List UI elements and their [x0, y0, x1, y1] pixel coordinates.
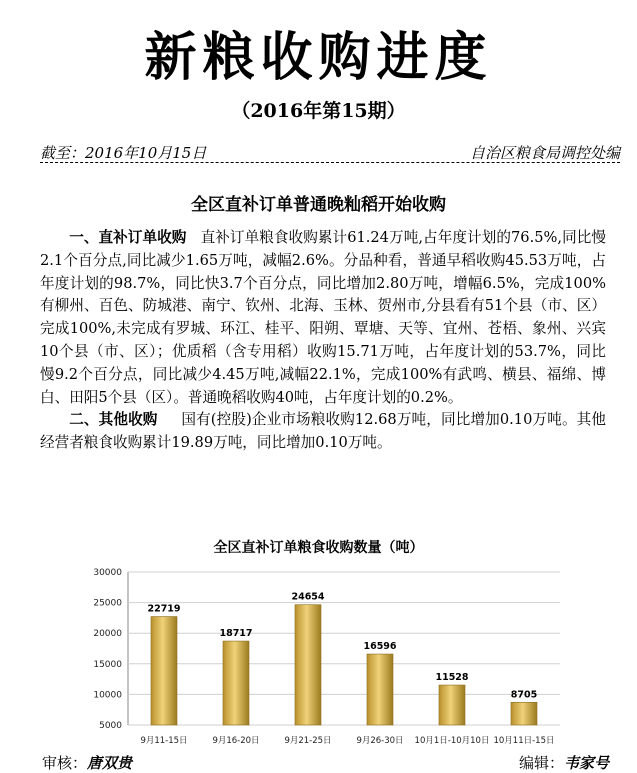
paragraph-order-purchase	[40, 227, 606, 409]
editor-label: 编辑：	[518, 754, 564, 772]
bar	[223, 641, 249, 725]
document-title: 新粮收购进度	[144, 27, 493, 88]
dateline	[40, 142, 620, 163]
chart-title: 全区直补订单粮食收购数量（吨）	[213, 540, 424, 556]
reviewer	[42, 752, 132, 773]
article-body	[40, 227, 606, 455]
data-label: 11528	[435, 672, 469, 684]
paragraph-text: 国有(控股)企业市场粮收购12.68万吨，同比增加0.10万吨。其他经营者粮食收购累计19.89万吨，同比增加0.10万吨。	[40, 411, 606, 452]
paragraph-text: 直补订单粮食收购累计61.24万吨,占年度计划的76.5%,同比慢2.1个百分点,同比减少1.65万吨，减幅2.6%。分品种看，普通早稻收购45.53万吨，占年度计划的98.7%，同比快3.7个百分点，同比增加2.80万吨，增幅6.5%，完成100%有柳州、百色、防城港、南宁、钦州、北海、玉林、贺州市,分县看有51个县（市、区）完成100%,未完成有罗城、环江、桂平、阳朔、覃塘、天等、宜州、苍梧、象州、兴宾10个县（市、区）；优质稻（含专用稻）收购15.71万吨，占年度计划的53.7%，同比慢9.2个百分点，同比减少4.45万吨,减幅22.1%，完成100%有武鸣、横县、福绵、博白、田阳5个县（区）。普通晚稻收购40吨，占年度计划的0.2%。	[40, 229, 606, 406]
bar	[367, 654, 393, 725]
y-tick-label: 5000	[99, 721, 122, 731]
bar	[439, 685, 465, 725]
bar	[151, 617, 177, 725]
bar	[511, 702, 537, 725]
y-tick-label: 20000	[93, 629, 122, 640]
section-title: 全区直补订单普通晚籼稻开始收购	[191, 195, 446, 215]
y-tick-label: 10000	[93, 690, 122, 701]
data-label: 18717	[219, 628, 253, 640]
reviewer-name: 唐双贵	[87, 754, 133, 772]
editor	[519, 752, 609, 773]
x-tick-label: 9月26-30日	[356, 736, 404, 746]
y-tick-label: 15000	[93, 659, 122, 670]
paragraph-other-purchase	[40, 409, 606, 455]
x-tick-label: 9月11-15日	[140, 736, 188, 746]
issue-number: （2016年第15期）	[231, 100, 406, 122]
x-tick-label: 9月21-25日	[284, 736, 332, 746]
y-tick-label: 25000	[93, 598, 122, 609]
date-label: 截至：2016年10月15日	[40, 144, 207, 162]
source-label: 自治区粮食局调控处编	[469, 144, 620, 162]
x-tick-label: 9月16-20日	[212, 736, 260, 746]
data-label: 8705	[510, 689, 538, 701]
data-label: 24654	[291, 591, 325, 603]
reviewer-label: 审核：	[42, 754, 88, 772]
x-tick-label: 10月1日-10月10日	[414, 736, 490, 746]
y-tick-label: 30000	[93, 568, 122, 578]
data-label: 16596	[363, 641, 397, 653]
editor-name: 韦家号	[563, 754, 609, 772]
x-tick-label: 10月11日-15日	[493, 736, 555, 746]
paragraph-lead: 一、直补订单收购	[69, 229, 187, 246]
bar	[295, 605, 321, 725]
data-label: 22719	[147, 603, 181, 615]
bar-chart	[80, 560, 570, 755]
paragraph-lead: 二、其他收购	[69, 411, 158, 429]
